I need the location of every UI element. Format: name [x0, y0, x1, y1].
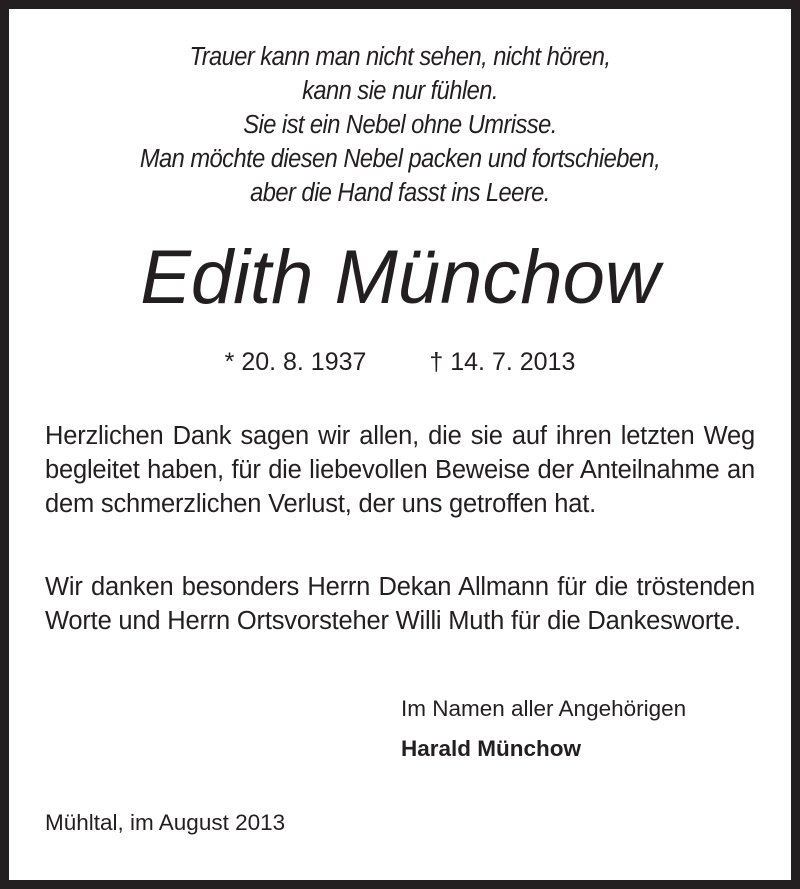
poem-line: aber die Hand fasst ins Leere.	[250, 179, 550, 207]
birth-date: * 20. 8. 1937	[224, 348, 367, 376]
obituary-notice	[9, 9, 791, 880]
death-date: † 14. 7. 2013	[429, 348, 576, 376]
poem	[36, 40, 763, 210]
signer-name: Harald Münchow	[401, 736, 582, 761]
thanks-paragraph: Herzlichen Dank sagen wir allen, die sie auf ihren letzten Weg begleitet haben, für die liebevollen Beweise der Anteilnahme an dem schmerzlichen Verlust, der uns getroffen hat.	[45, 422, 755, 518]
poem-line: Trauer kann man nicht sehen, nicht hören,	[189, 43, 611, 71]
poem-line: Sie ist ein Nebel ohne Umrisse.	[243, 111, 557, 139]
place-date: Mühltal, im August 2013	[45, 810, 286, 835]
life-dates	[9, 346, 791, 378]
special-thanks-paragraph: Wir danken besonders Herrn Dekan Allmann für die tröstenden Worte und Herrn Ortsvorsteher Willi Muth für die Dankesworte.	[45, 573, 755, 635]
deceased-name: Edith Münchow	[140, 235, 660, 320]
signature-block	[401, 689, 686, 769]
poem-line: Man möchte diesen Nebel packen und fortschieben,	[139, 145, 661, 173]
signature-intro: Im Namen aller Angehörigen	[401, 696, 687, 721]
poem-line: kann sie nur fühlen.	[302, 77, 498, 105]
